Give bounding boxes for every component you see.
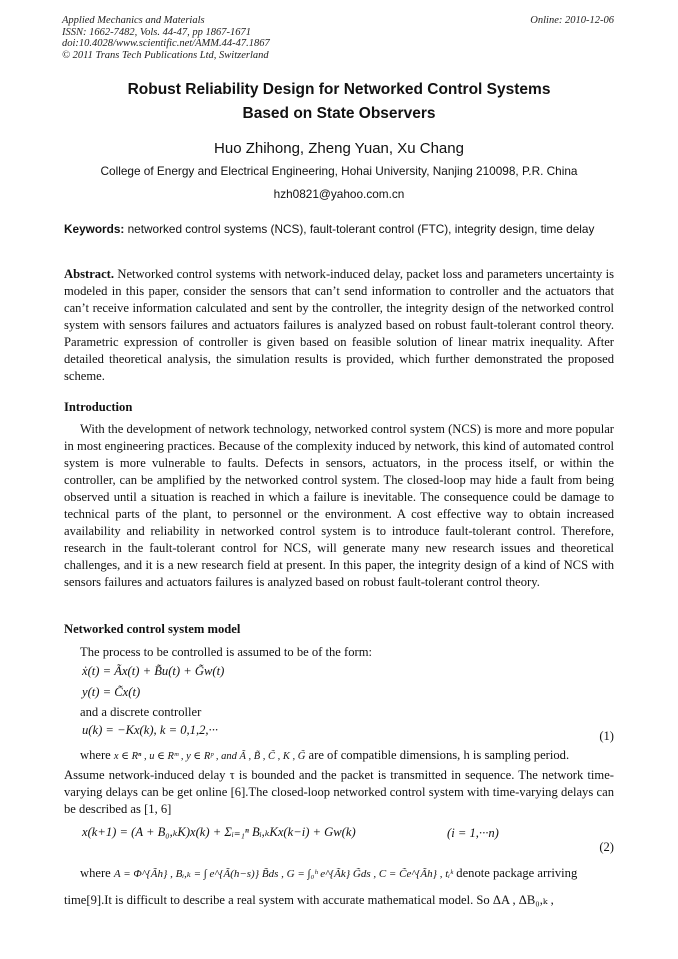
online-date: Online: 2010-12-06	[530, 15, 614, 26]
abstract	[64, 266, 614, 385]
equation-1-number: (1)	[599, 729, 614, 743]
keywords-label: Keywords:	[64, 222, 125, 236]
author-list: Huo Zhihong, Zheng Yuan, Xu Chang	[214, 140, 464, 157]
affiliation: College of Energy and Electrical Engineering, Hohai University, Nanjing 210098, P.R. China	[100, 164, 578, 178]
controller-equation: u(k) = −Kx(k), k = 0,1,2,···	[82, 723, 218, 737]
journal-name: Applied Mechanics and Materials	[62, 15, 205, 26]
state-equation: ẋ(t) = Ãx(t) + B̃u(t) + G̃w(t)	[82, 664, 225, 678]
where-1-variables: x ∈ Rⁿ , u ∈ Rᵐ , y ∈ Rᵖ , and Ã , B̃ , C̃ , K , G̃	[113, 751, 306, 762]
keywords	[64, 221, 614, 237]
introduction-text: With the development of network technology, networked control system (NCS) is more and more popular in most engineering practices. Because of the complexity induced by network, this kind of automated control system is more vulnerable to faults. Defects in sensors, actuators, in the process itself, or within the controller, can be amplified by the networked control system. The closed-loop may hide a fault from being observed until a situation is reached in which a failure is inevitable. The consequence could be damage to technical parts of the plant, to personnel or the environment. A cost effective way to obtain increased availability and reliability in networked control system is to introduce fault-tolerant control. Therefore, research in the fault-tolerant control for NCS, will generate many new research issues and theoretical challenges, and it is a new research field at present. In this paper, the integrity design of a kind of NCS with sensors failures and actuators failures is analyzed based on robust fault-tolerant control theory.	[64, 422, 614, 589]
closed-loop-equation: x(k+1) = (A + B₀,ₖK)x(k) + Σᵢ₌₁ⁿ Bᵢ,ₖKx(k−i) + Gw(k)	[82, 825, 356, 839]
keywords-text: networked control systems (NCS), fault-tolerant control (FTC), integrity design, time delay	[127, 222, 595, 236]
equation-2-range: (i = 1,···n)	[447, 826, 499, 840]
journal-header	[62, 15, 270, 61]
output-equation: y(t) = C̃x(t)	[82, 685, 141, 699]
title-line-2: Based on State Observers	[242, 105, 436, 122]
copyright-line: © 2011 Trans Tech Publications Ltd, Switzerland	[62, 49, 269, 61]
abstract-label: Abstract.	[64, 267, 115, 281]
equation-2-number: (2)	[599, 840, 614, 854]
title-line-1: Robust Reliability Design for Networked Control Systems	[127, 81, 551, 98]
controller-text: and a discrete controller	[80, 705, 202, 719]
where-1-word: where	[80, 748, 111, 762]
model-intro: The process to be controlled is assumed to be of the form:	[80, 645, 373, 659]
where-1	[80, 748, 569, 763]
where-2-text: denote package arriving	[456, 866, 578, 880]
where-1-text: are of compatible dimensions, h is sampling period.	[308, 748, 570, 762]
delay-paragraph: Assume network-induced delay τ is bounded and the packet is transmitted in sequence. The network time-varying delays can be get online [6].The closed-loop networked control system with time-varying delays can be described as [1, 6]	[64, 768, 614, 816]
last-line: time[9].It is difficult to describe a real system with accurate mathematical model. So ΔA , ΔB₀,ₖ ,	[64, 893, 554, 907]
abstract-text: Networked control systems with network-induced delay, packet loss and parameters uncertainty is modeled in this paper, consider the sensors that can’t send information to controller and the actuators that can’t receive information calculated and sent by the controller, the integrity design of the networked control system with sensors failures and actuators failures is analyzed based on robust fault-tolerant control theory. Parametric expression of controller is given based on feasible solution of linear matrix inequality. After detailed theoretical analysis, the simulation results is provided, which further demonstrated the proposed scheme.	[64, 267, 614, 383]
issn-line: ISSN: 1662-7482, Vols. 44-47, pp 1867-1671	[62, 26, 251, 38]
doi-line: doi:10.4028/www.scientific.net/AMM.44-47.1867	[62, 38, 270, 49]
model-heading: Networked control system model	[64, 622, 241, 636]
where-2	[80, 866, 577, 881]
email-address: hzh0821@yahoo.com.cn	[273, 187, 405, 201]
paper-title	[0, 78, 678, 126]
introduction-heading: Introduction	[64, 400, 133, 414]
where-2-word: where	[80, 866, 111, 880]
where-2-variables: A = Φ^{Ãh} , Bᵢ,ₖ = ∫ e^{Ã(h−s)} B̃ds , G = ∫₀ʰ e^{Ãk} G̃ds , C = C̃e^{Ãh} , tᵢᵏ	[113, 868, 454, 880]
